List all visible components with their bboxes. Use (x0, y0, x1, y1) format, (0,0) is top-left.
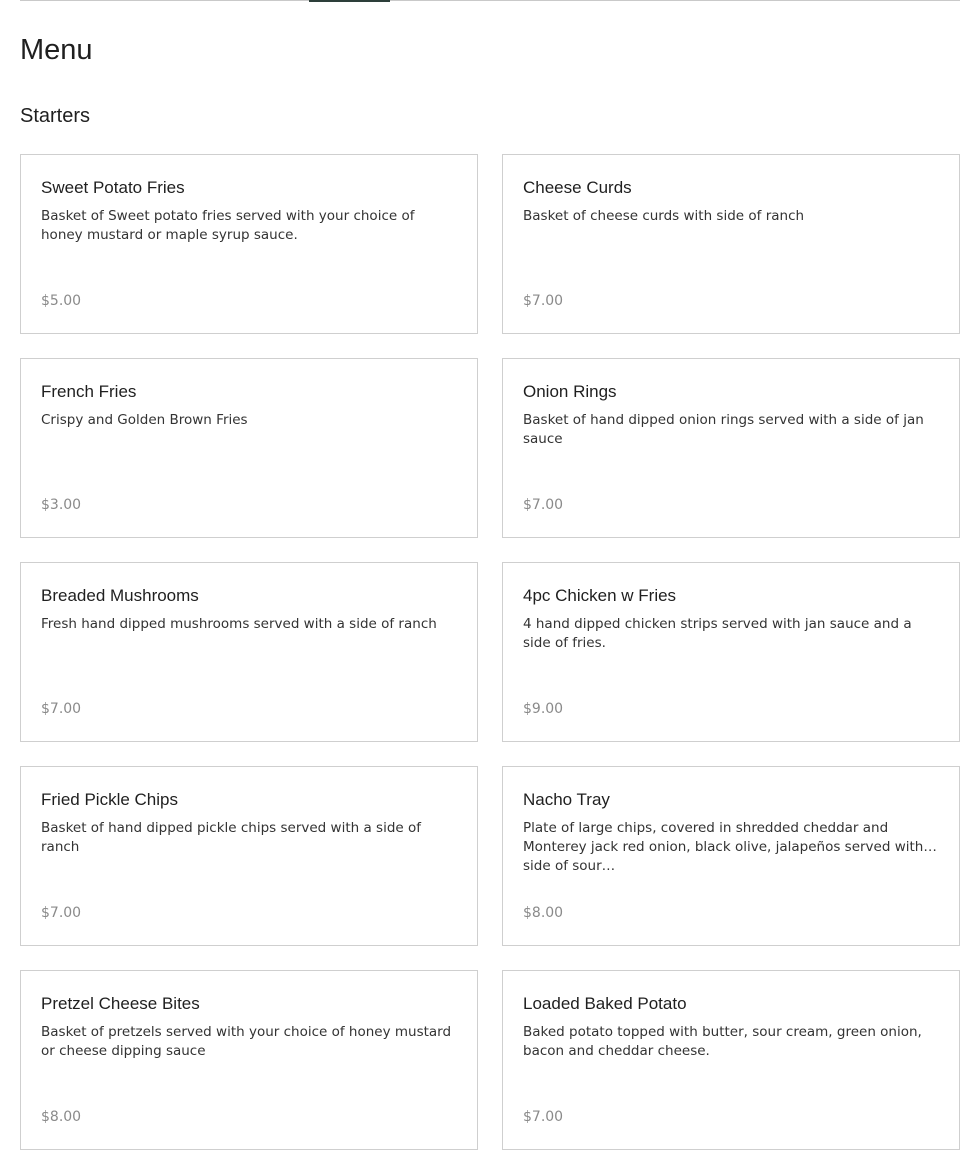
menu-item-card[interactable] (502, 562, 960, 742)
menu-item-card[interactable] (20, 970, 478, 1150)
menu-item-card[interactable] (502, 358, 960, 538)
menu-item-card[interactable] (20, 154, 478, 334)
menu-item-name: Cheese Curds (523, 178, 632, 197)
menu-item-description: Crispy and Golden Brown Fries (41, 412, 248, 428)
menu-item-description: Basket of pretzels served with your choice of honey mustard or cheese dipping sauce (41, 1024, 452, 1059)
section-title-starters: Starters (20, 105, 91, 127)
top-divider (20, 0, 960, 1)
menu-item-price: $7.00 (41, 905, 82, 921)
menu-item-description: Fresh hand dipped mushrooms served with a side of ranch (41, 616, 437, 632)
menu-item-description: Basket of cheese curds with side of ranch (523, 208, 805, 224)
page-title: Menu (20, 34, 93, 66)
menu-item-name: Nacho Tray (523, 790, 610, 809)
menu-item-description: Baked potato topped with butter, sour cream, green onion, bacon and cheddar cheese. (523, 1024, 922, 1059)
menu-item-name: Loaded Baked Potato (523, 994, 687, 1013)
menu-item-name: Breaded Mushrooms (41, 586, 199, 605)
menu-items-grid (20, 154, 960, 1150)
menu-item-price: $7.00 (523, 293, 564, 309)
menu-item-card[interactable] (502, 154, 960, 334)
menu-item-name: Pretzel Cheese Bites (41, 994, 200, 1013)
menu-item-price: $7.00 (41, 701, 82, 717)
menu-item-description: Basket of hand dipped onion rings served with a side of jan sauce (523, 412, 924, 447)
menu-item-card[interactable] (502, 766, 960, 946)
menu-item-card[interactable] (20, 766, 478, 946)
menu-item-name: Fried Pickle Chips (41, 790, 178, 809)
menu-item-price: $7.00 (523, 497, 564, 513)
menu-item-name: Onion Rings (523, 382, 617, 401)
menu-item-price: $8.00 (41, 1109, 82, 1125)
menu-item-price: $7.00 (523, 1109, 564, 1125)
menu-item-name: French Fries (41, 382, 137, 401)
active-tab-indicator (309, 0, 390, 2)
menu-item-price: $3.00 (41, 497, 82, 513)
menu-item-price: $5.00 (41, 293, 82, 309)
menu-item-price: $8.00 (523, 905, 564, 921)
menu-item-card[interactable] (502, 970, 960, 1150)
menu-item-description: Plate of large chips, covered in shredded cheddar and Monterey jack red onion, black olive, jalapeños served with a side of sour… (523, 820, 936, 874)
menu-item-card[interactable] (20, 562, 478, 742)
menu-item-card[interactable] (20, 358, 478, 538)
menu-item-description: Basket of Sweet potato fries served with your choice of honey mustard or maple syrup sauce. (41, 208, 415, 243)
menu-item-name: Sweet Potato Fries (41, 178, 185, 197)
menu-item-description: Basket of hand dipped pickle chips served with a side of ranch (41, 820, 422, 855)
menu-item-price: $9.00 (523, 701, 564, 717)
menu-item-description: 4 hand dipped chicken strips served with jan sauce and a side of fries. (523, 616, 912, 651)
menu-item-name: 4pc Chicken w Fries (523, 586, 677, 605)
